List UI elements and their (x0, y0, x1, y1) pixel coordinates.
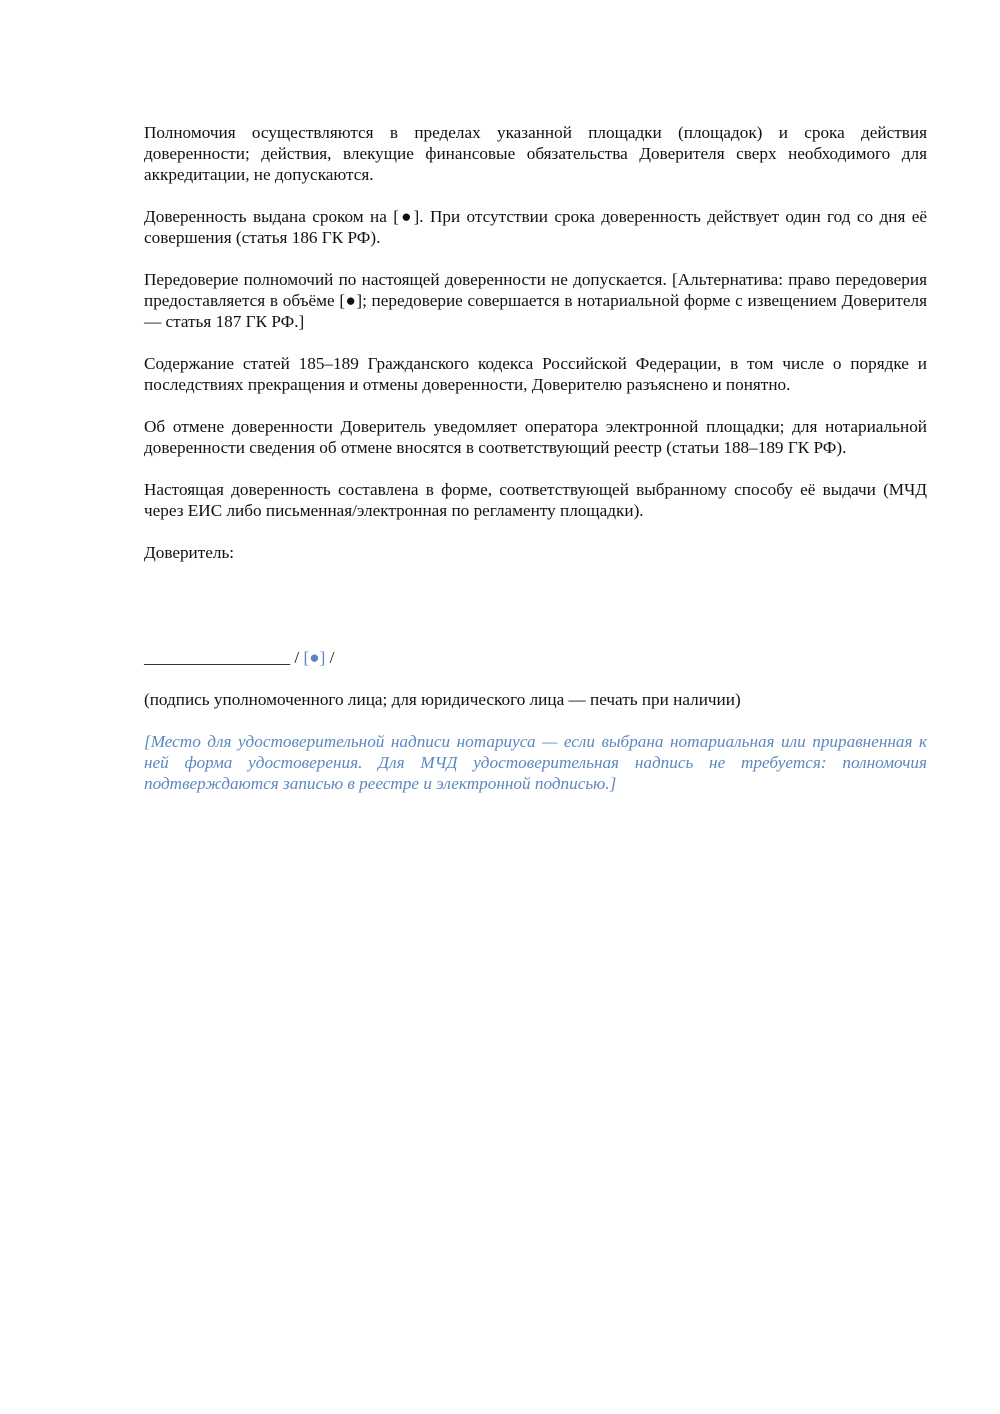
signature-spacer (144, 584, 927, 647)
signature-line-tail: / (325, 648, 335, 667)
signature-underline: _________________ / (144, 648, 304, 667)
paragraph-revocation: Об отмене доверенности Доверитель уведомляет оператора электронной площадки; для нотариальной доверенности сведения об отмене вносятся в соответствующий реестр (статьи 188–189 ГК РФ). (144, 417, 927, 457)
principal-label: Доверитель: (144, 543, 235, 562)
signature-line (144, 647, 927, 668)
paragraph-substitution: Передоверие полномочий по настоящей доверенности не допускается. [Альтернатива: право передоверия предоставляется в объёме [●]; передоверие совершается в нотариальной форме с извещением Доверителя — статья 187 ГК РФ.] (144, 270, 927, 331)
notary-note: [Место для удостоверительной надписи нотариуса — если выбрана нотариальная или приравненная к ней форма удостоверения. Для МЧД удостоверительная надпись не требуется: полномочия подтверждаются записью в реестре и электронной подписью.] (144, 732, 927, 793)
signature-caption: (подпись уполномоченного лица; для юридического лица — печать при наличии) (144, 690, 741, 709)
paragraph-form: Настоящая доверенность составлена в форме, соответствующей выбранному способу её выдачи (МЧД через ЕИС либо письменная/электронная по регламенту площадки). (144, 480, 927, 520)
signer-name-placeholder: [●] (303, 648, 326, 667)
paragraph-term: Доверенность выдана сроком на [●]. При отсутствии срока доверенность действует один год со дня её совершения (статья 186 ГК РФ). (144, 207, 927, 247)
paragraph-scope-of-powers: Полномочия осуществляются в пределах указанной площадки (площадок) и срока действия доверенности; действия, влекущие финансовые обязательства Доверителя сверх необходимого для аккредитации, не допускаются. (144, 123, 927, 184)
document-body (144, 122, 927, 794)
paragraph-articles-explained: Содержание статей 185–189 Гражданского кодекса Российской Федерации, в том числе о порядке и последствиях прекращения и отмены доверенности, Доверителю разъяснено и понятно. (144, 354, 927, 394)
